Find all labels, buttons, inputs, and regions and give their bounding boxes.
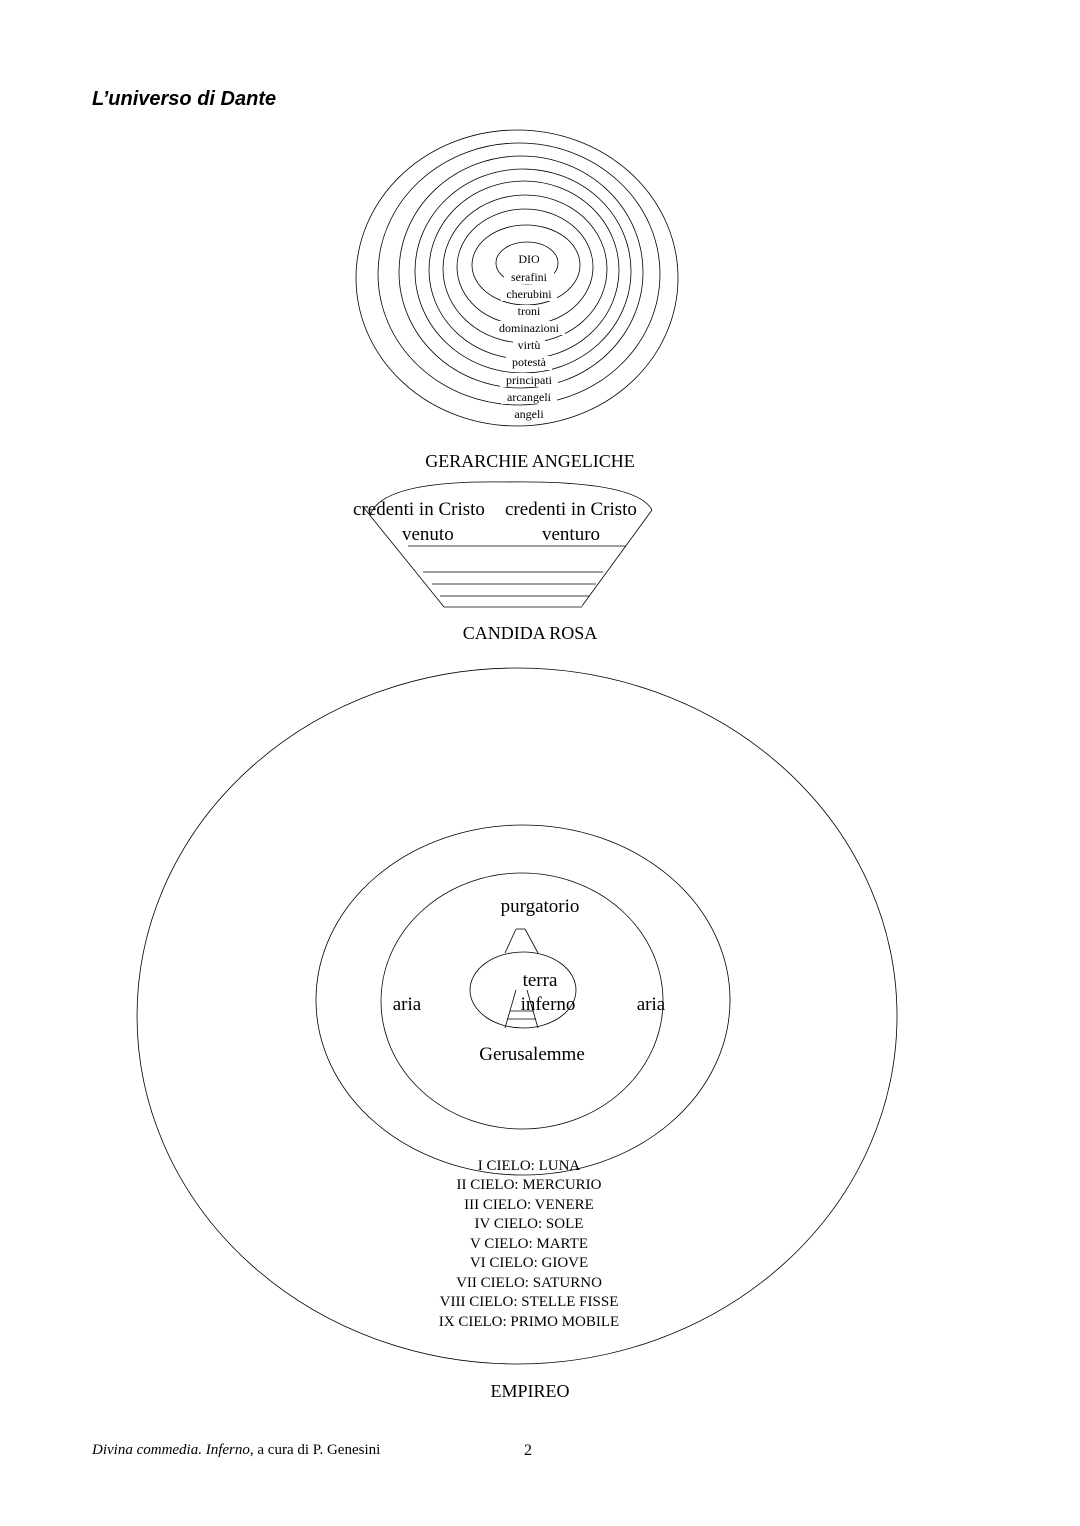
page-number: 2	[524, 1442, 532, 1459]
mount-left	[505, 929, 516, 953]
inferno-left	[505, 990, 516, 1028]
rose-right-line2: venturo	[542, 524, 601, 545]
page-title: L’universo di Dante	[92, 88, 277, 110]
angelic-caption: GERARCHIE ANGELICHE	[425, 451, 635, 471]
order-label: arcangeli	[507, 390, 551, 404]
aria-left-label: aria	[392, 994, 422, 1015]
heaven-label: IX CIELO: PRIMO MOBILE	[438, 1314, 620, 1330]
rose-caption: CANDIDA ROSA	[462, 623, 598, 643]
order-label: cherubini	[506, 287, 552, 301]
order-label: troni	[517, 304, 541, 318]
order-label: angeli	[514, 407, 544, 421]
footer-citation	[92, 1442, 380, 1459]
rose-left-line1: credenti in Cristo	[353, 499, 485, 520]
mount-right	[525, 929, 538, 953]
empireo-caption: EMPIREO	[490, 1381, 570, 1401]
footer-credit: , a cura di P. Genesini	[249, 1442, 381, 1458]
footer-book-title: Divina commedia. Inferno	[92, 1442, 250, 1458]
order-label: principati	[506, 373, 552, 387]
heaven-label: III CIELO: VENERE	[464, 1197, 594, 1213]
heaven-label: V CIELO: MARTE	[470, 1236, 588, 1252]
terra-label: terra	[522, 970, 558, 991]
heaven-label: II CIELO: MERCURIO	[456, 1177, 602, 1193]
heavens-list	[439, 1158, 619, 1330]
order-label: potestà	[512, 355, 546, 369]
cosmos-labels	[393, 896, 666, 1065]
dio-label: DIO	[518, 252, 540, 266]
gerusalemme-label: Gerusalemme	[479, 1044, 585, 1065]
purgatorio-label: purgatorio	[500, 896, 580, 917]
order-label: dominazioni	[499, 321, 559, 335]
inferno-label: inferno	[520, 994, 576, 1015]
rose-left-side	[364, 508, 444, 607]
order-label: serafini	[511, 270, 547, 284]
heaven-label: IV CIELO: SOLE	[474, 1216, 584, 1232]
heaven-label: VII CIELO: SATURNO	[456, 1275, 602, 1291]
heaven-label: VI CIELO: GIOVE	[469, 1255, 589, 1271]
order-label: virtù	[517, 338, 541, 352]
rose-left-line2: venuto	[402, 524, 454, 545]
rose-right-line1: credenti in Cristo	[505, 499, 637, 520]
rose-labels	[353, 499, 637, 545]
heaven-label: I CIELO: LUNA	[477, 1158, 581, 1174]
heaven-label: VIII CIELO: STELLE FISSE	[439, 1294, 619, 1310]
aria-right-label: aria	[636, 994, 666, 1015]
